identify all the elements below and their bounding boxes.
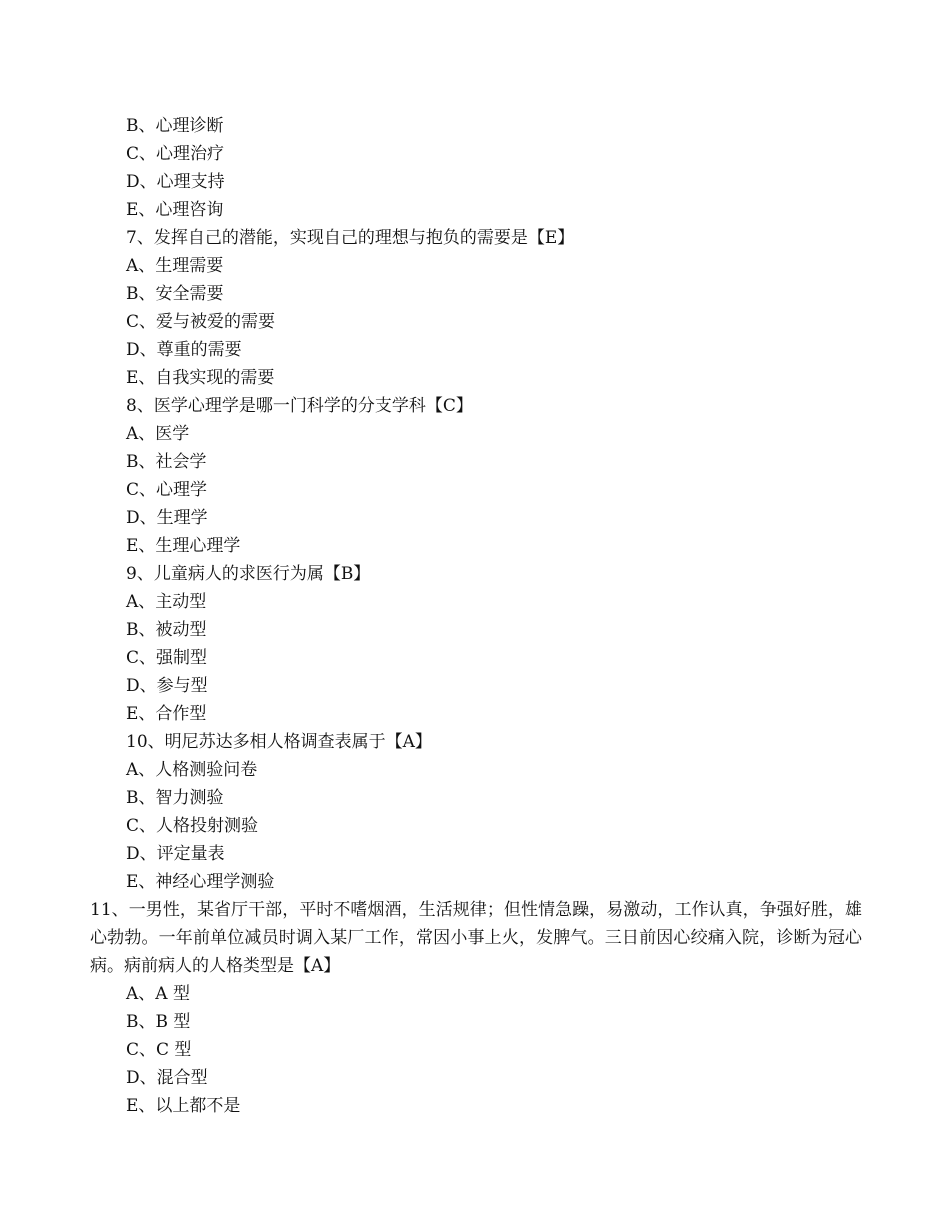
q11-option-e: E、以上都不是 (126, 1096, 241, 1116)
q10-option-b: B、智力测验 (126, 788, 224, 808)
question-8: 8、医学心理学是哪一门科学的分支学科【C】 (126, 396, 473, 416)
q11-option-d: D、混合型 (126, 1068, 208, 1088)
q9-option-e: E、合作型 (126, 704, 207, 724)
q9-option-d: D、参与型 (126, 676, 208, 696)
q8-option-c: C、心理学 (126, 480, 208, 500)
q8-option-e: E、生理心理学 (126, 536, 241, 556)
q9-option-c: C、强制型 (126, 648, 208, 668)
question-10: 10、明尼苏达多相人格调查表属于【A】 (126, 732, 432, 752)
document-content (90, 112, 862, 1120)
q8-option-a: A、医学 (126, 424, 190, 444)
question-7: 7、发挥自己的潜能，实现自己的理想与抱负的需要是【E】 (126, 228, 575, 248)
q11-option-c: C、C 型 (126, 1040, 192, 1060)
q10-option-c: C、人格投射测验 (126, 816, 259, 836)
q8-option-d: D、生理学 (126, 508, 208, 528)
q9-option-b: B、被动型 (126, 620, 207, 640)
option-e-psych-counseling: E、心理咨询 (126, 200, 224, 220)
question-9: 9、儿童病人的求医行为属【B】 (126, 564, 371, 584)
option-c-psych-therapy: C、心理治疗 (126, 144, 225, 164)
q7-option-b: B、安全需要 (126, 284, 224, 304)
q10-option-d: D、评定量表 (126, 844, 225, 864)
q9-option-a: A、主动型 (126, 592, 207, 612)
option-d-psych-support: D、心理支持 (126, 172, 225, 192)
q11-option-b: B、B 型 (126, 1012, 191, 1032)
q8-option-b: B、社会学 (126, 452, 207, 472)
q7-option-e: E、自我实现的需要 (126, 368, 275, 388)
q7-option-c: C、爱与被爱的需要 (126, 312, 276, 332)
q7-option-d: D、尊重的需要 (126, 340, 242, 360)
q11-option-a: A、A 型 (126, 984, 190, 1004)
question-11: 11、一男性，某省厅干部，平时不嗜烟酒，生活规律；但性情急躁，易激动，工作认真，争强好胜，雄心勃勃。一年前单位减员时调入某厂工作，常因小事上火，发脾气。三日前因心绞痛入院，诊断为冠心病。病前病人的人格类型是【A】 (90, 900, 862, 976)
q10-option-e: E、神经心理学测验 (126, 872, 275, 892)
q10-option-a: A、人格测验问卷 (126, 760, 258, 780)
option-b-psych-diagnosis: B、心理诊断 (126, 116, 224, 136)
q7-option-a: A、生理需要 (126, 256, 224, 276)
